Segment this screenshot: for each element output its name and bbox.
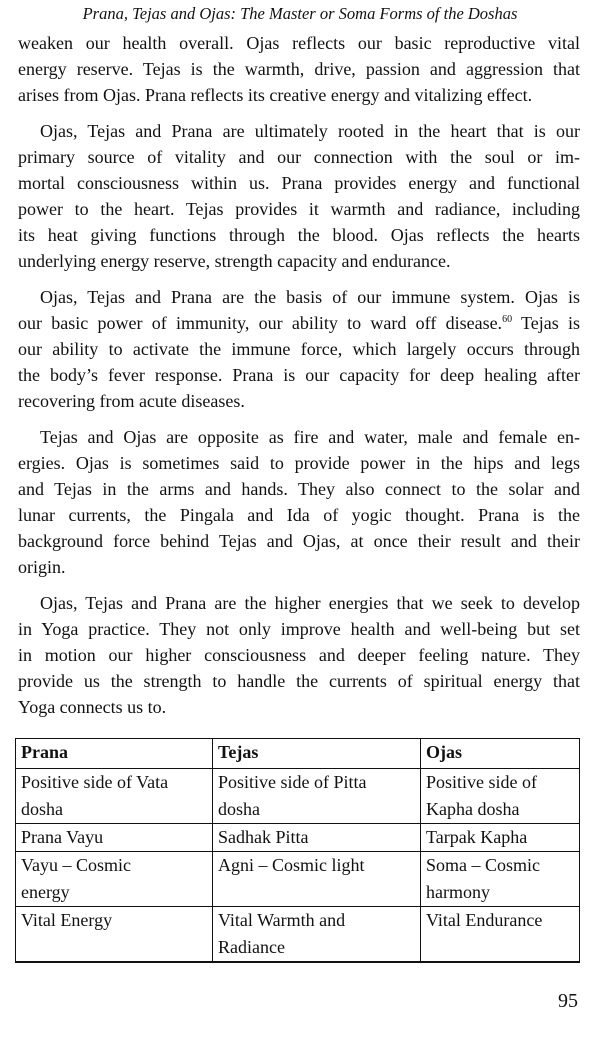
text-line: and Tejas in the arms and hands. They also connect to the solar and [18, 479, 580, 499]
cell-line: Soma – Cosmic [426, 855, 541, 875]
column-header: Tejas [213, 739, 421, 769]
text-line: background force behind Tejas and Ojas, at once their result and their [18, 531, 580, 551]
text-line: Ojas, Tejas and Prana are ultimately rooted in the heart that is our [40, 121, 580, 141]
cell-line: Vital Warmth and [218, 910, 346, 930]
table-row [16, 824, 580, 852]
column-header: Ojas [421, 739, 580, 769]
table-cell [213, 907, 421, 963]
text-line: arises from Ojas. Prana reflects its creative energy and vitalizing effect. [18, 85, 533, 105]
table-cell [16, 769, 213, 824]
text-line: ergies. Ojas is sometimes said to provide power in the hips and legs [18, 453, 580, 473]
text-line [18, 310, 580, 336]
cell-line: Vayu – Cosmic [21, 855, 131, 875]
paragraph [18, 590, 580, 720]
column-header: Prana [16, 739, 213, 769]
table-cell [16, 852, 213, 907]
table-cell [213, 852, 421, 907]
cell-line: Sadhak Pitta [218, 827, 309, 847]
cell-line: Positive side of [426, 772, 537, 792]
text-line: Yoga connects us to. [18, 697, 167, 717]
text-line: Ojas, Tejas and Prana are the basis of our immune system. Ojas is [40, 287, 580, 307]
running-header: Prana, Tejas and Ojas: The Master or Soma Forms of the Doshas [82, 4, 518, 23]
text-line: mortal consciousness within us. Prana provides energy and functional [18, 173, 580, 193]
table-cell [421, 824, 580, 852]
text-line: lunar currents, the Pingala and Ida of yogic thought. Prana is the [18, 505, 580, 525]
table-cell [16, 907, 213, 963]
text-line: provide us the strength to handle the currents of spiritual energy that [18, 671, 580, 691]
doshas-table [15, 738, 580, 963]
cell-line: Positive side of Pitta [218, 772, 367, 792]
cell-line: dosha [218, 799, 260, 819]
cell-line: Positive side of Vata [21, 772, 169, 792]
table-header-row [16, 739, 580, 769]
cell-line: Prana Vayu [21, 827, 104, 847]
cell-line: dosha [21, 799, 63, 819]
cell-line: Agni – Cosmic light [218, 855, 365, 875]
table-row [16, 769, 580, 824]
cell-line: Tarpak Kapha [426, 827, 528, 847]
text-line: power to the heart. Tejas provides it warmth and radiance, including [18, 199, 580, 219]
cell-line: harmony [426, 882, 490, 902]
text-line: its heat giving functions through the blood. Ojas reflects the hearts [18, 225, 580, 245]
table-cell [213, 824, 421, 852]
cell-line: Vital Endurance [426, 910, 543, 930]
text-line: Tejas and Ojas are opposite as fire and water, male and female en- [40, 427, 580, 447]
table-row [16, 852, 580, 907]
text-line: Ojas, Tejas and Prana are the higher energies that we seek to develop [40, 593, 580, 613]
text-line: energy reserve. Tejas is the warmth, drive, passion and aggression that [18, 59, 580, 79]
table-cell [421, 852, 580, 907]
body-text [18, 30, 580, 730]
cell-line: Kapha dosha [426, 799, 520, 819]
table-cell [421, 907, 580, 963]
text-line: primary source of vitality and our connection with the soul or im- [18, 147, 580, 167]
text-line: underlying energy reserve, strength capacity and endurance. [18, 251, 451, 271]
page-number: 95 [558, 990, 578, 1012]
text-line: recovering from acute diseases. [18, 391, 245, 411]
paragraph [18, 118, 580, 274]
paragraph [18, 284, 580, 414]
line-text: Tejas is [512, 313, 580, 333]
cell-line: Radiance [218, 937, 285, 957]
text-line: the body’s fever response. Prana is our capacity for deep healing after [18, 365, 580, 385]
paragraph [18, 30, 580, 108]
line-text: our basic power of immunity, our ability to ward off disease. [18, 313, 503, 333]
text-line: in motion our higher consciousness and deeper feeling nature. They [18, 645, 580, 665]
table-row [16, 907, 580, 963]
cell-line: Vital Energy [21, 910, 113, 930]
footnote-ref: 60 [502, 314, 513, 325]
table-cell [421, 769, 580, 824]
text-line: in Yoga practice. They not only improve health and well-being but set [18, 619, 580, 639]
text-line: our ability to activate the immune force, which largely occurs through [18, 339, 580, 359]
table-cell [16, 824, 213, 852]
text-line: origin. [18, 557, 66, 577]
text-line: weaken our health overall. Ojas reflects our basic reproductive vital [18, 33, 580, 53]
cell-line: energy [21, 882, 70, 902]
paragraph [18, 424, 580, 580]
table-cell [213, 769, 421, 824]
